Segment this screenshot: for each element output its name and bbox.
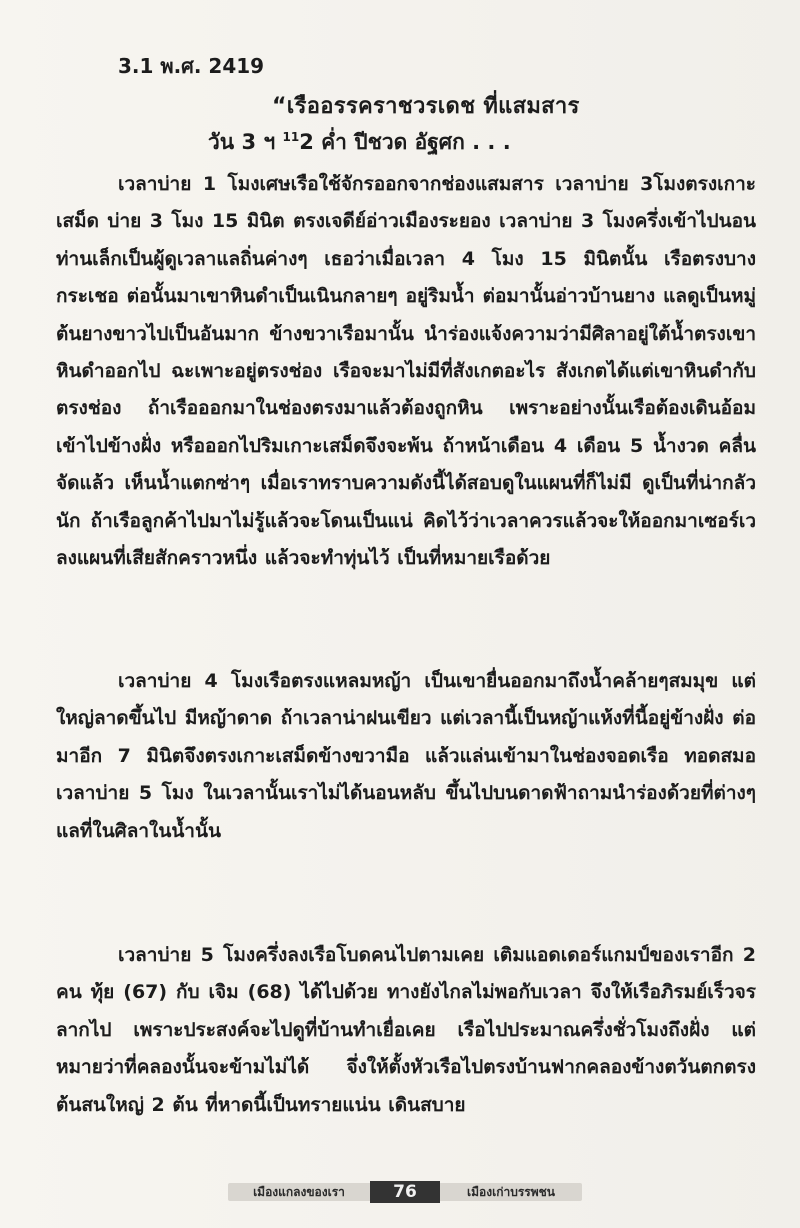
section-heading: 3.1 พ.ศ. 2419 (118, 54, 265, 78)
letter-title: “เรืออรรคราชวรเดช ที่แสมสาร (272, 94, 580, 119)
date-after: 2 ค่ำ ปีชวด อัฐศก . . . (299, 130, 511, 154)
page-number: 76 (370, 1181, 440, 1203)
footer-book-title-right: เมืองเก่าบรรพชน (440, 1183, 582, 1201)
footer-book-title-left: เมืองแกลงของเรา (228, 1183, 370, 1201)
date-before: วัน 3 ฯ (208, 130, 283, 154)
letter-date (208, 126, 511, 159)
paragraph-2: เวลาบ่าย 4 โมงเรือตรงแหลมหญ้า เป็นเขายื่นออกมาถึงน้ำคล้ายๆสมมุข แต่ใหญ่ลาดขึ้นไป มีหญ้าดาด ถ้าเวลาน่าฝนเขียว แต่เวลานี้เป็นหญ้าแห้งที่นี้อยู่ข้างฝั่ง ต่อมาอีก 7 มินิตจึงตรงเกาะเสม็ดข้างขวามือ แล้วแล่นเข้ามาในช่องจอดเรือ ทอดสมอเวลาบ่าย 5 โมง ในเวลานั้นเราไม่ได้นอนหลับ ขึ้นไปบนดาดฟ้าถามนำร่องด้วยที่ต่างๆ แลที่ในศิลาในน้ำนั้น (56, 670, 756, 842)
page-footer (228, 1181, 582, 1203)
paragraph-3: เวลาบ่าย 5 โมงครึ่งลงเรือโบดคนไปตามเคย เติมแอดเดอร์แกมป์ของเราอีก 2 คน ทุ้ย (67) กับ เจิม (68) ได้ไปด้วย ทางยังไกลไม่พอกับเวลา จึงให้เรือภิรมย์เร็วจรลากไป เพราะประสงค์จะไปดูที่บ้านทำเยื่อเคย เรือไปประมาณครึ่งชั่วโมงถึงฝั่ง แต่หมายว่าที่คลองนั้นจะข้ามไม่ได้ จึ่งให้ตั้งหัวเรือไปตรงบ้านฟากคลองข้างตวันตกตรงต้นสนใหญ่ 2 ต้น ที่หาดนี้เป็นทรายแน่น เดินสบาย (56, 944, 756, 1116)
date-superscript: 11 (282, 130, 300, 144)
paragraph-1: เวลาบ่าย 1 โมงเศษเรือใช้จักรออกจากช่องแสมสาร เวลาบ่าย 3โมงตรงเกาะเสม็ด บ่าย 3 โมง 15 มินิต ตรงเจดีย์อ่าวเมืองระยอง เวลาบ่าย 3 โมงครึ่งเข้าไปนอน ท่านเล็กเป็นผู้ดูเวลาแลถิ่นค่างๆ เธอว่าเมื่อเวลา 4 โมง 15 มินิตนั้น เรือตรงบางกระเชอ ต่อนั้นมาเขาหินดำเป็นเนินกลายๆ อยู่ริมน้ำ ต่อมานั้นอ่าวบ้านยาง แลดูเป็นหมู่ต้นยางขาวไปเป็นอันมาก ข้างขวาเรือมานั้น นำร่องแจ้งความว่ามีศิลาอยู่ใต้น้ำตรงเขาหินดำออกไป ฉะเพาะอยู่ตรงช่อง เรือจะมาไม่มีที่สังเกตอะไร สังเกตได้แต่เขาหินดำกับตรงช่อง ถ้าเรือออกมาในช่องตรงมาแล้วต้องถูกหิน เพราะอย่างนั้นเรือต้องเดินอ้อมเข้าไปข้างฝั่ง หรือออกไปริมเกาะเสม็ดจึงจะพ้น ถ้าหน้าเดือน 4 เดือน 5 น้ำงวด คลื่นจัดแล้ว เห็นน้ำแตกซ่าๆ เมื่อเราทราบความดังนี้ได้สอบดูในแผนที่ก็ไม่มี ดูเป็นที่น่ากลัวนัก ถ้าเรือลูกค้าไปมาไม่รู้แล้วจะโดนเป็นแน่ คิดไว้ว่าเวลาควรแล้วจะให้ออกมาเซอร์เว ลงแผนที่เสียสักคราวหนึ่ง แล้วจะทำทุ่นไว้ เป็นที่หมายเรือด้วย (56, 173, 756, 570)
